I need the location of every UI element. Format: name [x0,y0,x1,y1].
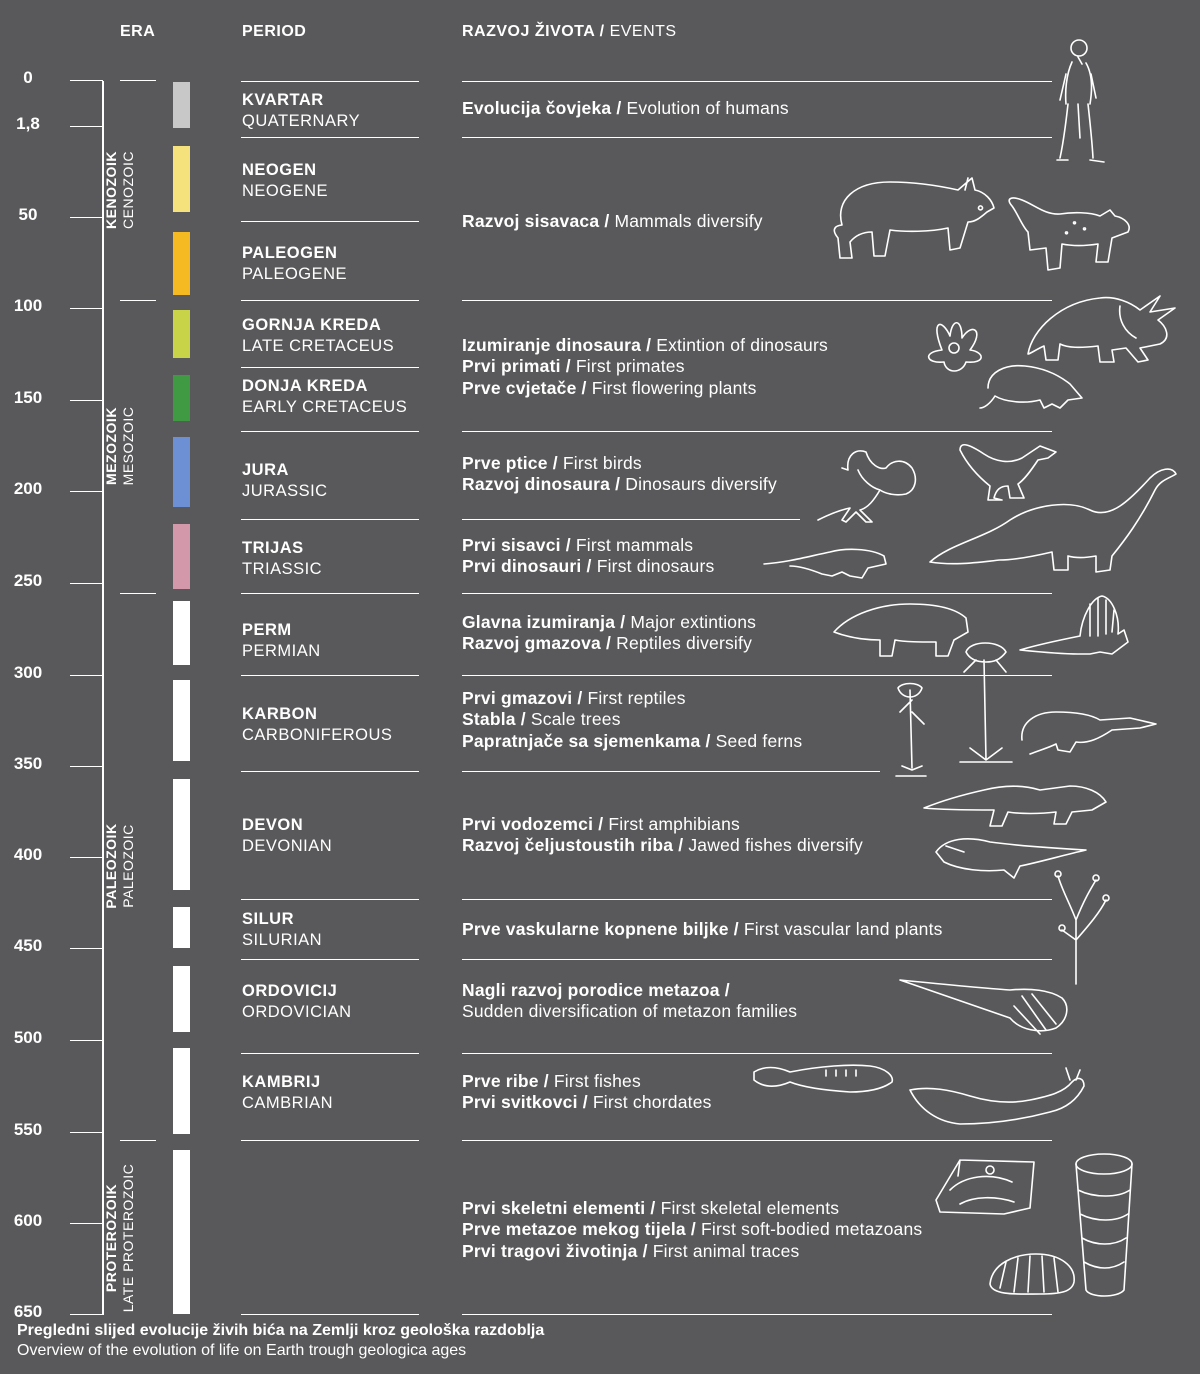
tick-mark [70,126,103,127]
period-separator [241,300,419,301]
reptile-icon [1022,712,1156,754]
event-line: Prve cvjetače / First flowering plants [462,377,757,398]
period-bar [173,601,190,665]
period-ordovician: ORDOVICIJ ORDOVICIAN [242,982,352,1021]
tick-label: 150 [13,388,43,407]
event-line: Prve vaskularne kopnene biljke / First vascular land plants [462,919,943,939]
event-line: Razvoj čeljustoustih riba / Jawed fishes diversify [462,835,863,856]
tick-mark [70,217,103,218]
trace-fossil-block-icon [936,1160,1034,1214]
event-separator [462,959,1052,960]
period-bar [173,82,190,128]
tick-label: 200 [13,479,43,498]
tick-mark [70,80,103,81]
period-header: PERIOD [242,23,307,40]
event-line: Prvi dinosauri / First dinosaurs [462,556,715,577]
period-bar [173,907,190,948]
period-cambrian: KAMBRIJ CAMBRIAN [242,1073,334,1112]
period-bar [173,524,190,589]
era-header: ERA [120,23,156,40]
cloudina-tube-icon [1076,1154,1132,1296]
event-separator [462,1314,1052,1315]
period-separator [241,1140,419,1141]
tick-mark [70,400,103,401]
period-bar [173,146,190,212]
period-bar [173,966,190,1032]
period-silurian: SILUR SILURIAN [242,910,323,949]
tick-label: 500 [13,1028,43,1047]
period-bar [173,1048,190,1134]
rhinoceros-icon [834,178,994,258]
event-separator [462,675,1052,676]
seed-fern-icon [896,684,926,777]
tick-label: 1,8 [16,114,40,133]
event-line: Prvi gmazovi / First reptiles [462,688,686,708]
event-separator [462,431,1052,432]
period-separator [241,1053,419,1054]
period-bar [173,310,190,358]
geologic-timeline: ERA PERIOD RAZVOJ ŽIVOTA / EVENTS 0 1,8 50 100 150 200 250 300 350 400 450 500 550 600 650 KENOZOIK CENOZOIC MEZOZOIK MESOZOIC PALEOZOIK PALEOZOIC PROTEROZOIK LATE PROTEROZOIC KVARTAR QUATERNARY NEOGEN NEOGENE PALEOGEN PALEOGENE GORNJA KREDA LATE CRETACEUS DONJA KREDA EARLY CRETACEUS JURA JURASSIC TRIJAS TRIASSIC PERM PERMIAN KARBON CARBONIFEROUS DEVON DEVONIAN SILUR SILURIAN ORDOVICIJ ORDOVICIAN KAMBRIJ CAMBRIAN Evolucija čovjeka / Evolution of humans Razvoj sisavaca / Mammals diversify Izumiranje dinosaura / Extintion of dinosaurs Prvi primati / First primates Prve cvjetače / First flowering plants Prve ptice / First birds Razvoj dinosaura / Dinosaurs diversify Prvi sisavci / First mammals Prvi dinosauri / First dinosaurs Glavna izumiranja / Major extintions Razvoj gmazova / Reptiles diversify Prvi gmazovi / First reptiles Stabla / Scale trees Papratnjače sa sjemenkama / Seed ferns Prvi vodozemci / First amphibians Razvoj čeljustoustih riba / Jawed fishes diversify Prve vaskularne kopnene biljke / First vascular land plants Nagli razvoj porodice metazoa / Sudden diversification of metazon families Prve ribe / First fishes Prvi svitkovci / First chordates Prvi skeletni elementi / First skeletal elements Prve metazoe mekog tijela / First soft-bodied metazoans Prvi tragovi životinja / First animal traces Pregledni slijed evolucije živih bića na Zemlji kroz geološka razdoblja Overview of the evolution of life on Earth trough geologica ages [0,0,1200,1374]
period-permian: PERM PERMIAN [242,621,321,660]
event-line: Prvi tragovi životinja / First animal traces [462,1240,800,1261]
event-line: Nagli razvoj porodice metazoa / [462,980,730,1000]
tick-mark [70,948,103,949]
tick-mark [70,857,103,858]
events-silurian [462,919,943,940]
armored-fish-icon [936,839,1086,878]
period-jurassic: JURA JURASSIC [242,461,328,500]
events-ordovician [462,980,797,1023]
period-bar [173,779,190,890]
tick-label: 0 [23,68,33,87]
period-separator [241,1314,419,1315]
event-separator [462,593,1052,594]
period-separator [241,431,419,432]
event-line: Razvoj sisavaca / Mammals diversify [462,211,763,231]
caption-croatian: Pregledni slijed evolucije živih bića na Zemlji kroz geološka razdoblja [17,1322,545,1339]
period-late-cretaceous: GORNJA KREDA LATE CRETACEUS [242,316,395,355]
event-line: Evolucija čovjeka / Evolution of humans [462,98,789,118]
lotus-flower-icon [929,323,981,371]
tick-mark [70,1132,103,1133]
shrew-icon [980,366,1082,408]
event-line: Razvoj gmazova / Reptiles diversify [462,633,753,654]
period-paleogene: PALEOGEN PALEOGENE [242,244,348,283]
era-separator [120,300,156,301]
events-triassic [462,535,714,578]
time-axis [102,81,104,1315]
dimetrodon-icon [1020,596,1128,654]
period-separator [241,137,419,138]
dickinsonia-icon [990,1254,1074,1294]
event-separator [462,1053,1052,1054]
events-jurassic [462,453,777,496]
tick-mark [70,1040,103,1041]
period-bar [173,375,190,421]
event-separator [462,81,1052,82]
events-carboniferous [462,688,802,752]
vascular-plant-icon [1055,871,1109,984]
event-line: Prve ptice / First birds [462,453,642,473]
caption-english: Overview of the evolution of life on Earth trough geologica ages [17,1342,467,1359]
event-line: Prvi skeletni elementi / First skeletal elements [462,1198,840,1218]
events-quaternary [462,98,789,119]
tick-label: 50 [18,205,38,224]
tick-label: 600 [13,1211,43,1230]
event-line: Stabla / Scale trees [462,709,621,730]
period-separator [241,899,419,900]
event-separator [462,137,1052,138]
events-cretaceous [462,335,828,399]
event-line: Prvi primati / First primates [462,356,685,377]
tick-mark [70,491,103,492]
event-line: Glavna izumiranja / Major extintions [462,612,757,632]
tick-label: 550 [13,1120,43,1139]
period-separator [241,367,419,368]
period-separator [241,221,419,222]
tick-label: 250 [13,571,43,590]
events-neogene-paleogene [462,211,763,232]
tick-label: 350 [13,754,43,773]
event-line: Izumiranje dinosaura / Extintion of dinosaurs [462,335,828,355]
era-separator [120,1140,156,1141]
period-carboniferous: KARBON CARBONIFEROUS [242,705,393,744]
events-devonian [462,814,863,857]
nautiloid-icon [900,980,1067,1034]
tick-label: 100 [13,296,43,315]
triceratops-icon [1028,296,1175,362]
cynodont-icon [764,549,886,578]
sauropod-icon [930,469,1176,572]
event-line: Papratnjače sa sjemenkama / Seed ferns [462,730,803,751]
tick-label: 400 [13,845,43,864]
event-line: Prve metazoe mekog tijela / First soft-bodied metazoans [462,1219,923,1240]
period-bar [173,680,190,761]
event-separator [462,1140,1052,1141]
tick-mark [70,1223,103,1224]
human-icon [1057,40,1104,162]
period-separator [241,81,419,82]
event-line: Razvoj dinosaura / Dinosaurs diversify [462,474,777,495]
period-bar [173,232,190,295]
period-early-cretaceous: DONJA KREDA EARLY CRETACEUS [242,377,408,416]
tick-label: 450 [13,936,43,955]
period-bar [173,437,190,507]
tick-mark [70,583,103,584]
event-line: Prvi svitkovci / First chordates [462,1092,712,1113]
events-proterozoic [462,1198,922,1262]
archaeopteryx-icon [818,451,915,522]
theropod-icon [960,445,1056,500]
period-separator [241,675,419,676]
period-separator [241,959,419,960]
tick-mark [70,308,103,309]
tick-mark [70,766,103,767]
early-fish-icon [754,1065,892,1092]
event-line: Sudden diversification of metazon families [462,1001,798,1022]
tick-mark [70,675,103,676]
tick-mark [70,1314,103,1315]
era-separator [120,80,156,81]
period-separator [241,519,419,520]
pareiasaur-icon [834,604,968,656]
period-quaternary: KVARTAR QUATERNARY [242,91,361,130]
event-separator [462,771,880,772]
tick-label: 650 [13,1302,43,1321]
big-cat-icon [1009,198,1129,270]
events-header: RAZVOJ ŽIVOTA / EVENTS [462,23,677,40]
events-permian [462,612,756,655]
event-separator [462,899,1052,900]
event-line: Prvi sisavci / First mammals [462,535,694,555]
period-separator [241,771,419,772]
period-bar [173,1150,190,1314]
period-separator [241,593,419,594]
event-separator [462,519,800,520]
events-cambrian [462,1071,712,1114]
event-line: Prve ribe / First fishes [462,1071,641,1091]
amphibian-icon [924,786,1106,826]
chordate-slug-icon [910,1068,1084,1124]
period-devonian: DEVON DEVONIAN [242,816,333,855]
event-separator [462,300,1052,301]
event-line: Prvi vodozemci / First amphibians [462,814,740,834]
period-neogene: NEOGEN NEOGENE [242,161,329,200]
tick-label: 300 [13,663,43,682]
period-triassic: TRIJAS TRIASSIC [242,539,323,578]
era-separator [120,593,156,594]
scale-tree-icon [960,643,1012,762]
